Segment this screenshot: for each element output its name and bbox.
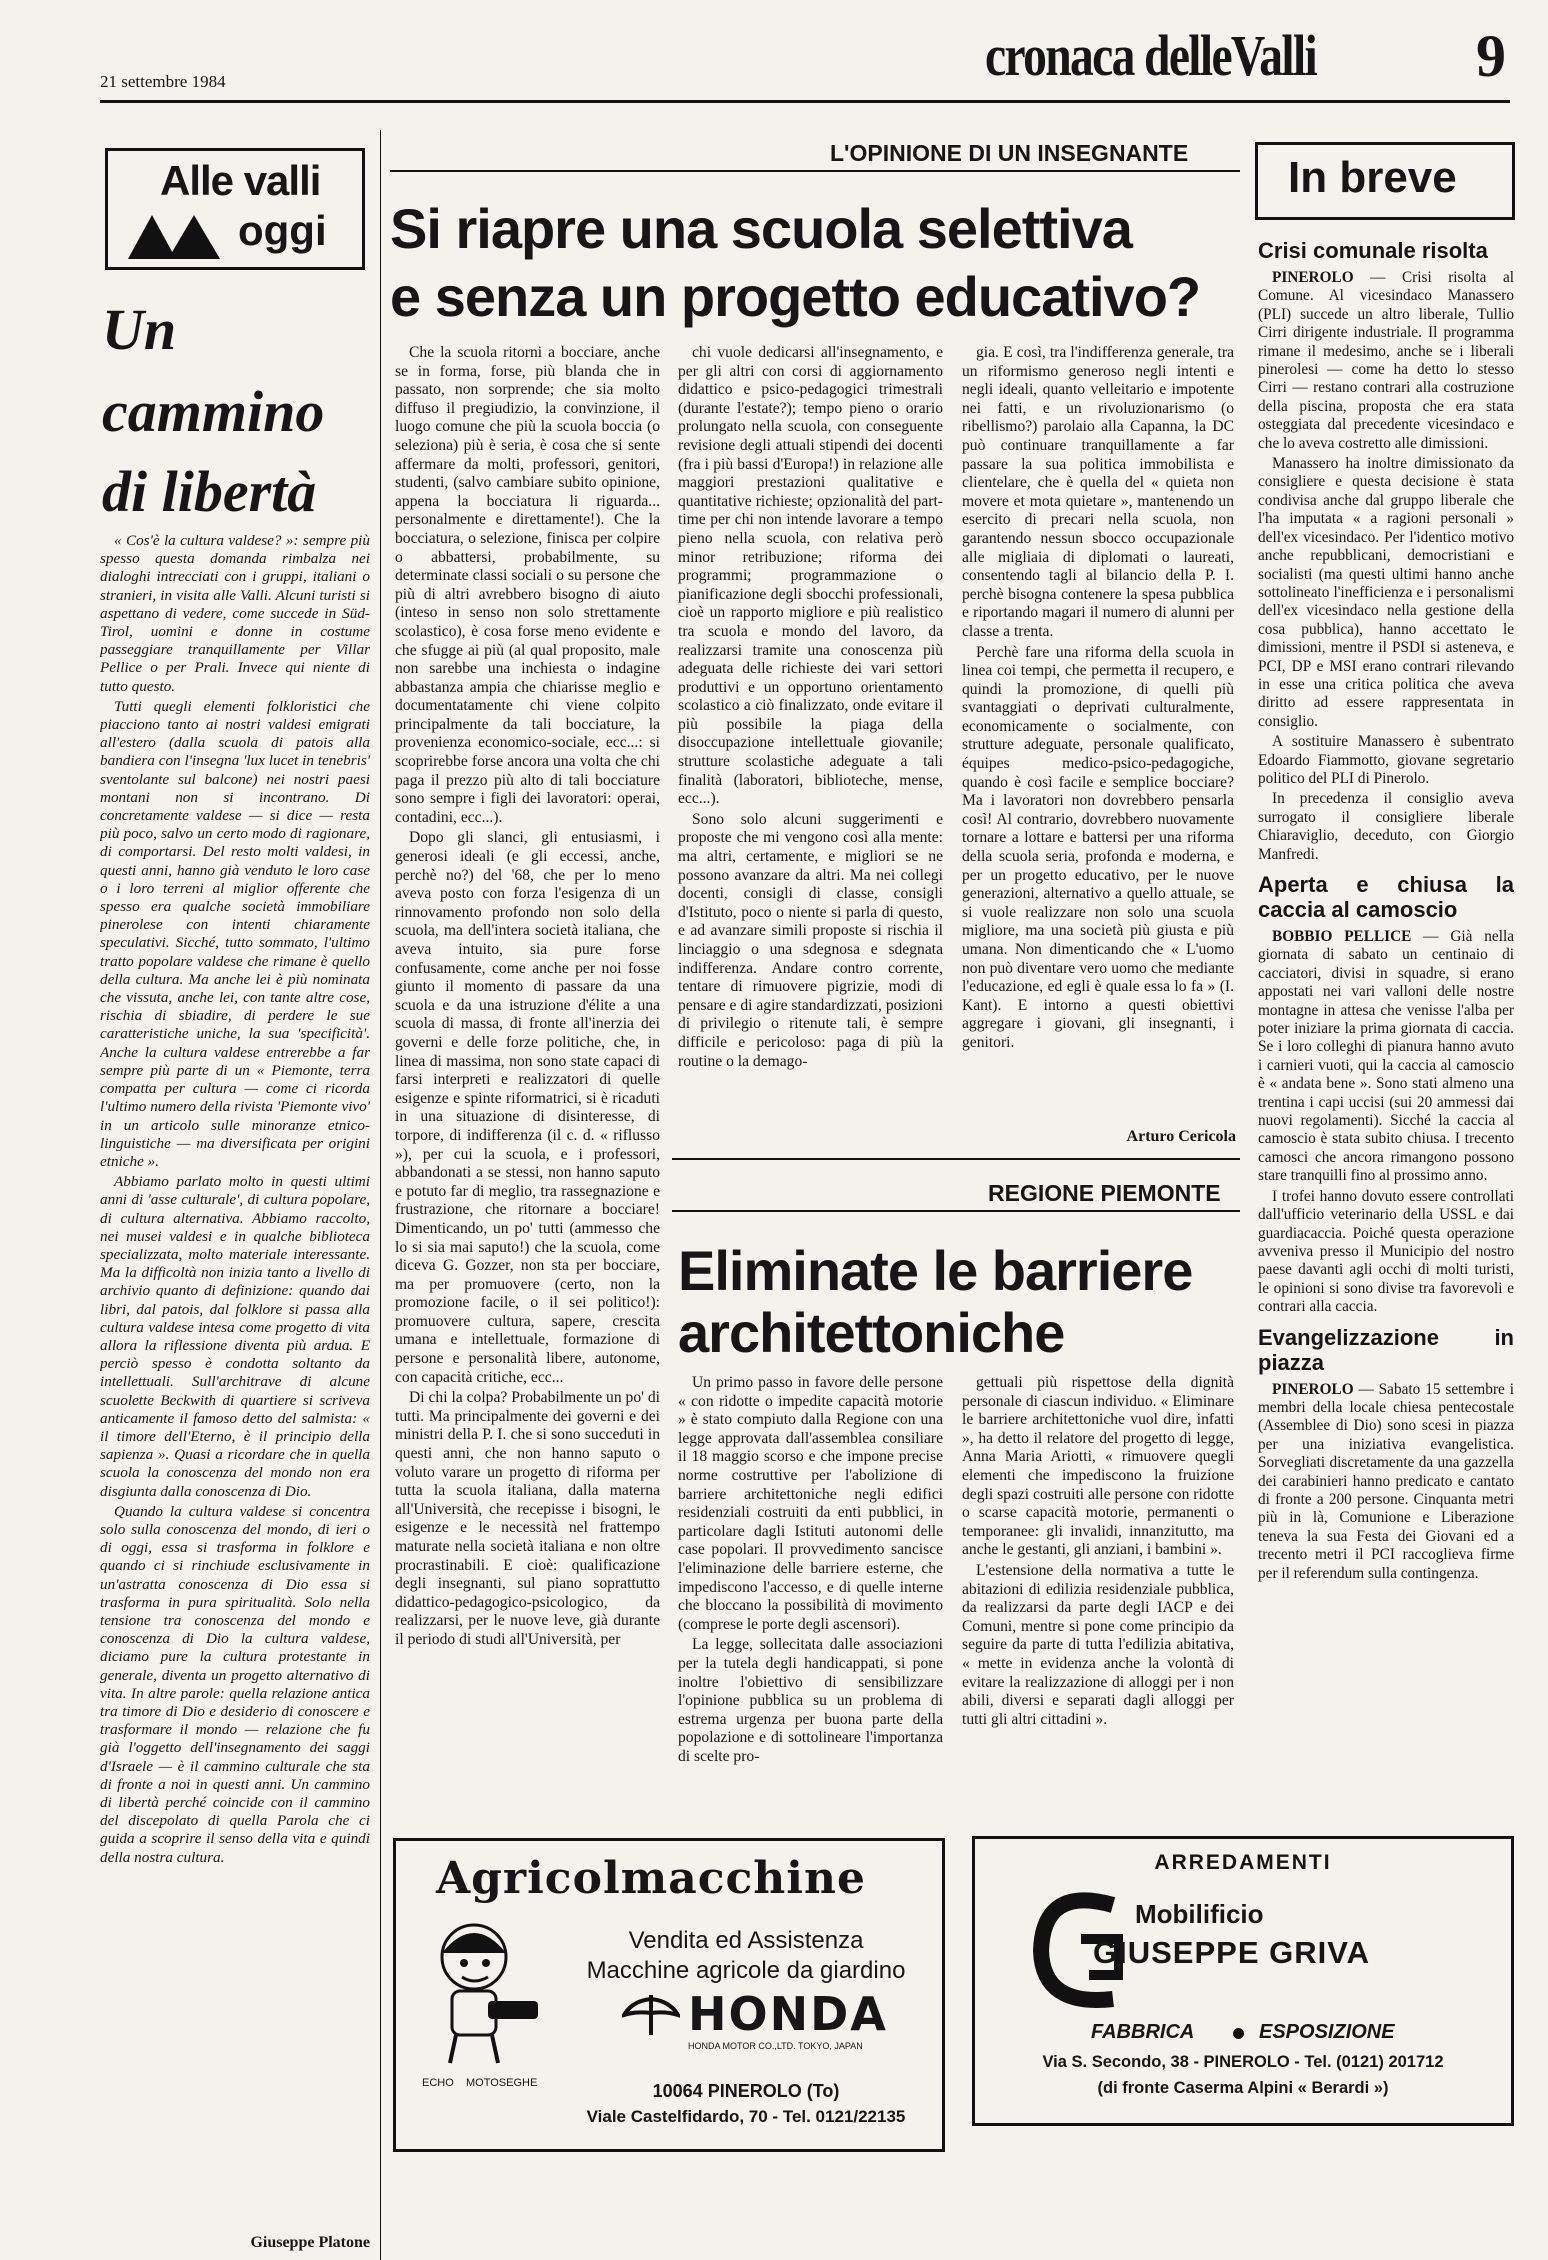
sidebar-paragraph: Quando la cultura valdese si concentra solo sulla conoscenza del mondo, di ieri o di oggi, essa si trasforma in folklore e quando ci si rinchiude esclusivamente in un'astratta conoscenza di Dio essa si trasforma in pura spiritualità. Solo nella tensione tra conoscenza del mondo e conoscenza di Dio la cultura valdese, diciamo pure la cultura protestante in generale, diventa un progetto alternativo di vita. In altre parole: quella relazione antica tra timore di Dio e desiderio di conoscere e trasformare il mondo — relazione che fu già l'oggetto dell'insegnamento dei saggi d'Israele — è il cammino culturale che sta di fronte a noi in questi anni. Un cammino di libertà perché coincide con il cammino del discepolato di quella Parola che ci guida a scoprire il senso della vita e quindi della nostra cultura.: [100, 1502, 370, 1866]
sidebar-title-line2: cammino: [102, 379, 325, 444]
in-breve-title: In breve: [1288, 153, 1457, 202]
article1-bottom-rule: [672, 1158, 1240, 1160]
news-place: BOBBIO PELLICE: [1272, 928, 1412, 945]
ad1-address2: Viale Castelfidardo, 70 - Tel. 0121/22135: [586, 2107, 906, 2126]
news-paragraph: Manassero ha inoltre dimissionato da consigliere e questa decisione è stata condivisa anche dal gruppo liberale che l'ha imputata « a ragioni personali » dell'ex vicesindaco. Per l'identico motivo anche repubblicani, democristiani e socialisti (ma questi ultimi hanno anche sottolineato l'inefficienza e i personalismi dell'ex vicesindaco nella gestione della cosa pubblica), hanno accettato le dimissioni, mentre il PSDI si asteneva, e PCI, DP e MSI erano contrari rilevando in esse una critica politica che aveva diritto ad essere rappresentata in consiglio.: [1258, 455, 1514, 730]
news-paragraph: [1258, 269, 1514, 453]
column-rule-left: [380, 130, 381, 2260]
griva-ad: [972, 1836, 1514, 2126]
ad2-address1: Via S. Secondo, 38 - PINEROLO - Tel. (0121) 201712: [1042, 2053, 1444, 2071]
sidebar-paragraph: « Cos'è la cultura valdese? »: sempre più spesso questa domanda rimbalza nei dialoghi intrecciati con i gruppi, italiani o stranieri, in visita alle Valli. Alcuni turisti si aspettano di vedere, come succede in Süd-Tirol, uomini e donne in costume passeggiare tranquillamente per Villar Pellice o per Prali. Invece qui niente di tutto questo.: [100, 532, 370, 695]
news-paragraph: In precedenza il consiglio aveva surrogato il consigliere liberale Chiaraviglio, deceduto, con Giorgio Manfredi.: [1258, 790, 1514, 863]
article2-column1: [678, 1374, 943, 1834]
article1-kicker: L'OPINIONE DI UN INSEGNANTE: [830, 140, 1189, 166]
ad1-line2: Macchine agricole da giardino: [586, 1957, 906, 1984]
ad2-address2: (di fronte Caserma Alpini « Berardi »): [1097, 2079, 1389, 2097]
news-place: PINEROLO: [1272, 269, 1354, 286]
article1-kicker-rule: [390, 170, 1240, 172]
article1-column3: [962, 344, 1234, 1129]
masthead: cronaca delleValli: [985, 23, 1317, 88]
sidebar-paragraph: Abbiamo parlato molto in questi ultimi anni di 'asse culturale', di cultura popolare, di cultura alternativa. Abbiamo raccolto, nei musei valdesi e in qualche biblioteca specializzata, molto materiale interessante. Ma la difficoltà non inizia tanto a livello di archivio quanto di definizione: quando dai libri, dal patois, dal folklore si passa alla cultura valdese intesa come progetto di vita allora la riflessione diventa più ardua. E perciò spesso è condotta soltanto da intellettuali. Sull'architrave di alcune scuolette Beckwith di quartiere si scriveva anticamente il famoso detto del salmista: « il timore dell'Eterno, è il principio della sapienza ». Quasi a ricordare che in quella scuola la conoscenza del mondo non era disgiunta dalla conoscenza di Dio.: [100, 1173, 370, 1500]
article2-paragraph: Un primo passo in favore delle persone « con ridotte o impedite capacità motorie » è stato compiuto dalla Regione con una legge approvata dall'assemblea consiliare il 18 maggio scorso e che impone precise norme costruttive per l'abolizione di barriere architettoniche negli edifici residenziali costruiti da enti pubblici, in particolare dagli Istituti autonomi delle case popolari. Il provvedimento sancisce l'eliminazione delle barriere esterne, che impediscono l'accesso, e di quelle interne che bloccano la possibilità di movimento (comprese le porte degli ascensori).: [678, 1374, 943, 1633]
ad1-brand: Agricolmacchine: [436, 1853, 866, 1904]
article2-kicker: REGIONE PIEMONTE: [988, 1180, 1221, 1206]
news-paragraph: [1258, 1381, 1514, 1583]
news-paragraph: A sostituire Manassero è subentrato Edoardo Fiammotto, giovane segretario politico del PLI di Pinerolo.: [1258, 733, 1514, 787]
news-paragraph: I trofei hanno dovuto essere controllati dall'ufficio veterinario della USSL e dai guardiacaccia. Poiché questa operazione avveniva presso il Municipio del nostro paese davanti agli occhi di molti turisti, le opinioni si sono divise tra favorevoli e contrari alla caccia.: [1258, 1187, 1514, 1316]
sidebar-signature: Giuseppe Platone: [250, 2234, 370, 2251]
article1-column2: [678, 344, 943, 1149]
news-title: Aperta e chiusa la caccia al camoscio: [1258, 872, 1514, 922]
honda-wing-icon: [622, 1991, 680, 2039]
article1-signature: Arturo Cericola: [1126, 1128, 1236, 1145]
article1-paragraph: Di chi la colpa? Probabilmente un po' di tutti. Ma principalmente dei governi e dei ministri della P. I. che si sono succeduti in questi anni, che non hanno saputo o voluto varare un progetto di riforma per tutta la scuola italiana, dalla materna all'Università, che recepisse i bisogni, le esigenze e le necessità nel frattempo maturate nella società italiana e non oltre procrastinabili. E cioè: qualificazione degli insegnanti, sul piano soprattutto didattico-pedagogico-psicologico, da realizzarsi, per le nuove leve, già durante il periodo di studi all'Università, per: [395, 1389, 660, 1648]
article1-headline-line1: Si riapre una scuola selettiva: [390, 197, 1132, 260]
agricolmacchine-ad: [393, 1838, 945, 2152]
ad1-honda: HONDA: [688, 1987, 888, 2041]
sidebar-paragraph: Tutti quegli elementi folkloristici che piacciono tanto ai nostri valdesi emigrati all'estero (dalla scuola di patois alla bandiera con l'insegna 'lux lucet in tenebris' sventolante sul balcone) nei nostri paesi montani non si incontrano. Di concretamente valdese — si dice — resta più poco, salvo un certo modo di ragionare, di comportarsi. Del resto molti valdesi, in questi anni, hanno già venduto le loro case o i loro terreni al miglior offerente che spesso era qualche società immobiliare pinerolese con intenti chiaramente speculativi. Sicché, tutto sommato, l'ultimo tratto popolare valdese che rimane è quello della cultura. Ma anche lei è più nominata che vissuta, anche lei, con tante altre cose, rischia di sbiadire, di perdere le sue caratteristiche uniche, la sua 'specificità'. Anche la cultura valdese entrerebbe a far sempre più parte di un « Piemonte, terra compatta per cultura — come ci ricorda l'ultimo numero della rivista 'Piemonte vivo' in un articolo sulle minoranze etnico-linguistiche — ma diversificata per origini etniche ».: [100, 697, 370, 1170]
article2-paragraph: gettuali più rispettose della dignità personale di ciascun individuo. « Eliminare le barriere architettoniche vuol dire, infatti », ha detto il relatore del progetto di legge, Anna Maria Ariotti, « rimuovere quegli elementi che impediscono la fruizione degli spazi costruiti alle persone con ridotte o scarse capacità motorie, permanenti o temporanee: gli invalidi, innanzitutto, ma anche le gestanti, gli anziani, i bambini ».: [962, 1374, 1234, 1559]
article1-column1: [395, 344, 660, 1834]
article2-paragraph: La legge, sollecitata dalle associazioni per la tutela degli handicappati, si pone inoltre l'obiettivo di sensibilizzare l'opinione pubblica su un problema di estrema urgenza per buona parte della popolazione e di sottolineare l'importanza di scelte pro-: [678, 1636, 943, 1765]
ad1-address1: 10064 PINEROLO (To): [652, 2081, 840, 2101]
ad2-name1: Mobilificio: [1135, 1899, 1264, 1929]
oggi-title: oggi: [238, 207, 327, 254]
news-place: PINEROLO: [1272, 1380, 1354, 1398]
alle-valli-box: [105, 148, 365, 270]
ad2-name2: GIUSEPPE GRIVA: [1093, 1935, 1370, 1970]
ad2-esposizione: ESPOSIZIONE: [1259, 2021, 1395, 2043]
ad2-fabbrica: FABBRICA: [1091, 2021, 1195, 2043]
sidebar-title-line1: Un: [102, 297, 177, 362]
bullet-dot-icon: [1233, 2028, 1244, 2039]
article1-paragraph: Dopo gli slanci, gli entusiasmi, i generosi ideali (e gli eccessi, anche, perchè no?) del '68, che per lo meno aveva posto con forza l'esigenza di un rinnovamento profondo non solo della scuola, ma dell'intera società italiana, che aveva intuito, sia pure forse confusamente, come anche per noi fosse giunto il momento di passare da una scuola e da una istruzione d'élite a una scuola di massa, di fronte all'inerzia dei governi e delle forze politiche, che, in linea di massima, non sono state capaci di farsi interpreti e realizzatori di quelle esigenze e spinte riformatrici, si è ricaduti in una situazione di disinteresse, di torpore, di indifferenza (il c. d. « riflusso »), per cui la scuola, e i professori, abbandonati a se stessi, non hanno saputo e potuto far di meglio, tra rassegnazione e frustrazione, che ritornare a bocciare! Dimenticando, un po' tutti (ammesso che lo si sia mai saputo!) che la scuola, come diceva G. Gozzer, non sta per bocciare, ma per promuovere (certo, non la promozione facile, o il sei politico!): promuovere cultura, sapere, crescita umana e intellettuale, formazione di persone e personalità libere, autonome, con capacità critiche, ecc...: [395, 829, 660, 1386]
in-breve-box: [1255, 142, 1515, 220]
article1-paragraph: Sono solo alcuni suggerimenti e proposte che mi vengono così alla mente: ma altri, certamente, e migliori se ne possono avanzare da altri. Ma nei collegi docenti, consigli di classe, consigli d'Istituto, poco o niente si parla di questo, e ad avanzare simili proposte si rischia il linciaggio o una sdegnosa e sdegnata indifferenza. Andare contro corrente, tentare di rimuovere pigrizie, modi di pensare e di agire standardizzati, posizioni di privilegio o ritenute tali, è sempre difficile e pericoloso: paga di più la routine o la demago-: [678, 810, 943, 1070]
news-text: — Sabato 15 settembre i membri della locale chiesa pentecostale (Assemblee di Dio) sono scesi in piazza per una iniziativa evangelistica. Sorvegliati discretamente da una gazzella dei carabinieri hanno predicato e cantato di fronte a 200 persone. Cinquanta metri più in là, Comunione e Liberazione teneva la sua Festa dei Giovani ed a trecento metri il PCI raccoglieva firme per il referendum sulla contingenza.: [1258, 1380, 1514, 1582]
issue-date: 21 settembre 1984: [100, 72, 226, 91]
ad2-heading: ARREDAMENTI: [1154, 1851, 1332, 1874]
ad1-motoseghe: MOTOSEGHE: [466, 2077, 538, 2089]
news-title: Crisi comunale risolta: [1258, 238, 1488, 263]
article2-headline-line2: architettoniche: [678, 1301, 1065, 1364]
mountains-icon: [128, 213, 224, 259]
article2-column2: [962, 1374, 1234, 1834]
sidebar-body: [100, 532, 370, 2227]
article1-paragraph: gia. E così, tra l'indifferenza generale, tra un riformismo generoso negli intenti e negli ideali, quanto velleitario e impotente nei fatti, e un rivoluzionarismo (o ribellismo?) parolaio alla Capanna, la DC può continuare tranquillamente a far passare la sua politica immobilista e clientelare, che è quella del « quieta non movere et mota quietare », mantenendo un esercito di precari nella scuola, non garantendo nessun sbocco occupazionale alle migliaia di diplomati o laureati, consentendo tagli al bilancio della P. I. perchè bisogna contenere la spesa pubblica e riportando magari il numero di alunni per classe a trenta.: [962, 344, 1234, 640]
article1-paragraph: Che la scuola ritorni a bocciare, anche se in forma, forse, più blanda che in passato, non sorprende; che sia molto diffuso il pregiudizio, la convinzione, il luogo comune che più la scuola boccia (o seleziona) più è seria, è cosa che si sente affermare da molti, professori, genitori, studenti, (salvo cambiare subito opinione, appena la bocciatura li riguarda... personalmente e direttamente!). Che la bocciatura, o selezione, finisca per colpire o abbattersi, probabilmente, su determinate classi sociali o su persone che più di altri avrebbero bisogno di aiuto (inteso in senso non solo strettamente scolastico), è cosa forse meno evidente e che sfugge ai più (al qual proposito, male non sarebbe una inchiesta o indagine abbastanza ampia che chiarisse meglio e documentatamente chi viene colpito principalmente da tali bocciature, la provenienza economico-sociale, ecc...: si scoprirebbe forse ancora una volta che chi paga il prezzo più alto di tali bocciature sono sempre i figli dei lavoratori: operai, contadini, ecc...).: [395, 344, 660, 826]
news-text: — Crisi risolta al Comune. Al vicesindaco Manassero (PLI) succede un altro liberale, Tullio Cirri dirigente industriale. Il programma rimane il medesimo, anche se i liberali pinerolesi — come ha detto lo stesso Cirri — restano contrari alla costruzione della piscina, proposta che era stata osteggiata dal precedente vicesindaco e che lo aveva costretto alle dimissioni.: [1258, 269, 1514, 452]
header-rule: [100, 100, 1510, 103]
news-paragraph: [1258, 928, 1514, 1186]
news-title: Evangelizzazione in piazza: [1258, 1324, 1514, 1375]
news-text: — Già nella giornata di sabato un centinaio di cacciatori, divisi in squadre, si erano appostati nei vari valloni delle nostre montagne in attesa che venisse l'alba per poter iniziare la prima giornata di caccia. Se i loro colleghi di pianura hanno avuto i carnieri vuoti, qui la caccia al camoscio è « andata bene ». Sono stati almeno una trentina i capi uccisi (sui 20 ammessi dai nuovi regolamenti). Sicché la caccia al camoscio è stata subito chiusa. I trecento camosci che ancora rimangono possono stare tranquilli fino al prossimo anno.: [1258, 928, 1514, 1185]
mascot-icon: [416, 1913, 546, 2073]
article1-headline-line2: e senza un progetto educativo?: [390, 265, 1201, 328]
alle-valli-title: Alle valli: [160, 157, 321, 204]
article2-paragraph: L'estensione della normativa a tutte le abitazioni di edilizia residenziale pubblica, da realizzarsi da parte degli IACP e dei Comuni, mentre si pone come principio da seguire da parte di tutta l'edilizia abitativa, « mette in evidenza anche la volontà di evitare la realizzazione di alloggi per i non abili, diversi e separati dagli alloggi per tutti gli altri cittadini ».: [962, 1561, 1234, 1728]
in-breve-column: [1258, 238, 1514, 1838]
article2-headline-line1: Eliminate le barriere: [678, 1239, 1193, 1302]
article1-paragraph: chi vuole dedicarsi all'insegnamento, e per gli altri con corsi di aggiornamento didattico e psico-pedagogici trimestrali (durante l'estate?); tempo pieno o orario prolungato nella scuola, con conseguente revisione degli attuali stipendi dei docenti (fra i più bassi d'Europa!) in relazione alle maggiori prestazioni qualitative e quantitative richieste; opzionalità del part-time per chi non intende lavorare a tempo pieno nella scuola, con relativa però minor retribuzione; riforma dei programmi; programmazione o pianificazione degli sbocchi professionali, cioè un rapporto migliore e più realistico tra scuola e mondo del lavoro, da realizzarsi tramite una conoscenza più adeguata delle richieste dei vari settori produttivi e un opportuno orientamento scolastico a ciò finalizzato, onde evitare il più possibile la piaga della disoccupazione intellettuale giovanile; strutture scolastiche adeguate a tali finalità (laboratori, biblioteche, mense, ecc...).: [678, 344, 943, 808]
sidebar-title-line3: di libertà: [102, 459, 317, 524]
ad1-honda-sub: HONDA MOTOR CO.,LTD. TOKYO, JAPAN: [688, 2041, 863, 2051]
page-number: 9: [1476, 23, 1506, 89]
ad1-echo: ECHO: [422, 2077, 454, 2089]
article1-paragraph: Perchè fare una riforma della scuola in linea coi tempi, che permetta il recupero, e quindi la promozione, di quelli più svantaggiati o deprivati culturalmente, economicamente o socialmente, con strutture adeguate, personale qualificato, équipes medico-psico-pedagogiche, quando è così facile e semplice bocciare? Ma i lavoratori non dovrebbero pensarla così! Al contrario, dovrebbero nuovamente tornare a lottare e battersi per una riforma della scuola seria, profonda e moderna, e per un progetto educativo, per le nuove generazioni, alternativo a quello attuale, se si vuole realizzare non solo una scuola migliore, ma una società più giusta e più umana. Non dimenticando che « L'uomo non può diventare vero uomo che mediante l'educazione, ed egli è quale essa lo fa » (I. Kant). E intorno a questi obiettivi aggregare i giovani, gli insegnanti, i genitori.: [962, 643, 1234, 1051]
ad1-line1: Vendita ed Assistenza: [628, 1927, 864, 1954]
article2-kicker-rule: [672, 1210, 1240, 1212]
